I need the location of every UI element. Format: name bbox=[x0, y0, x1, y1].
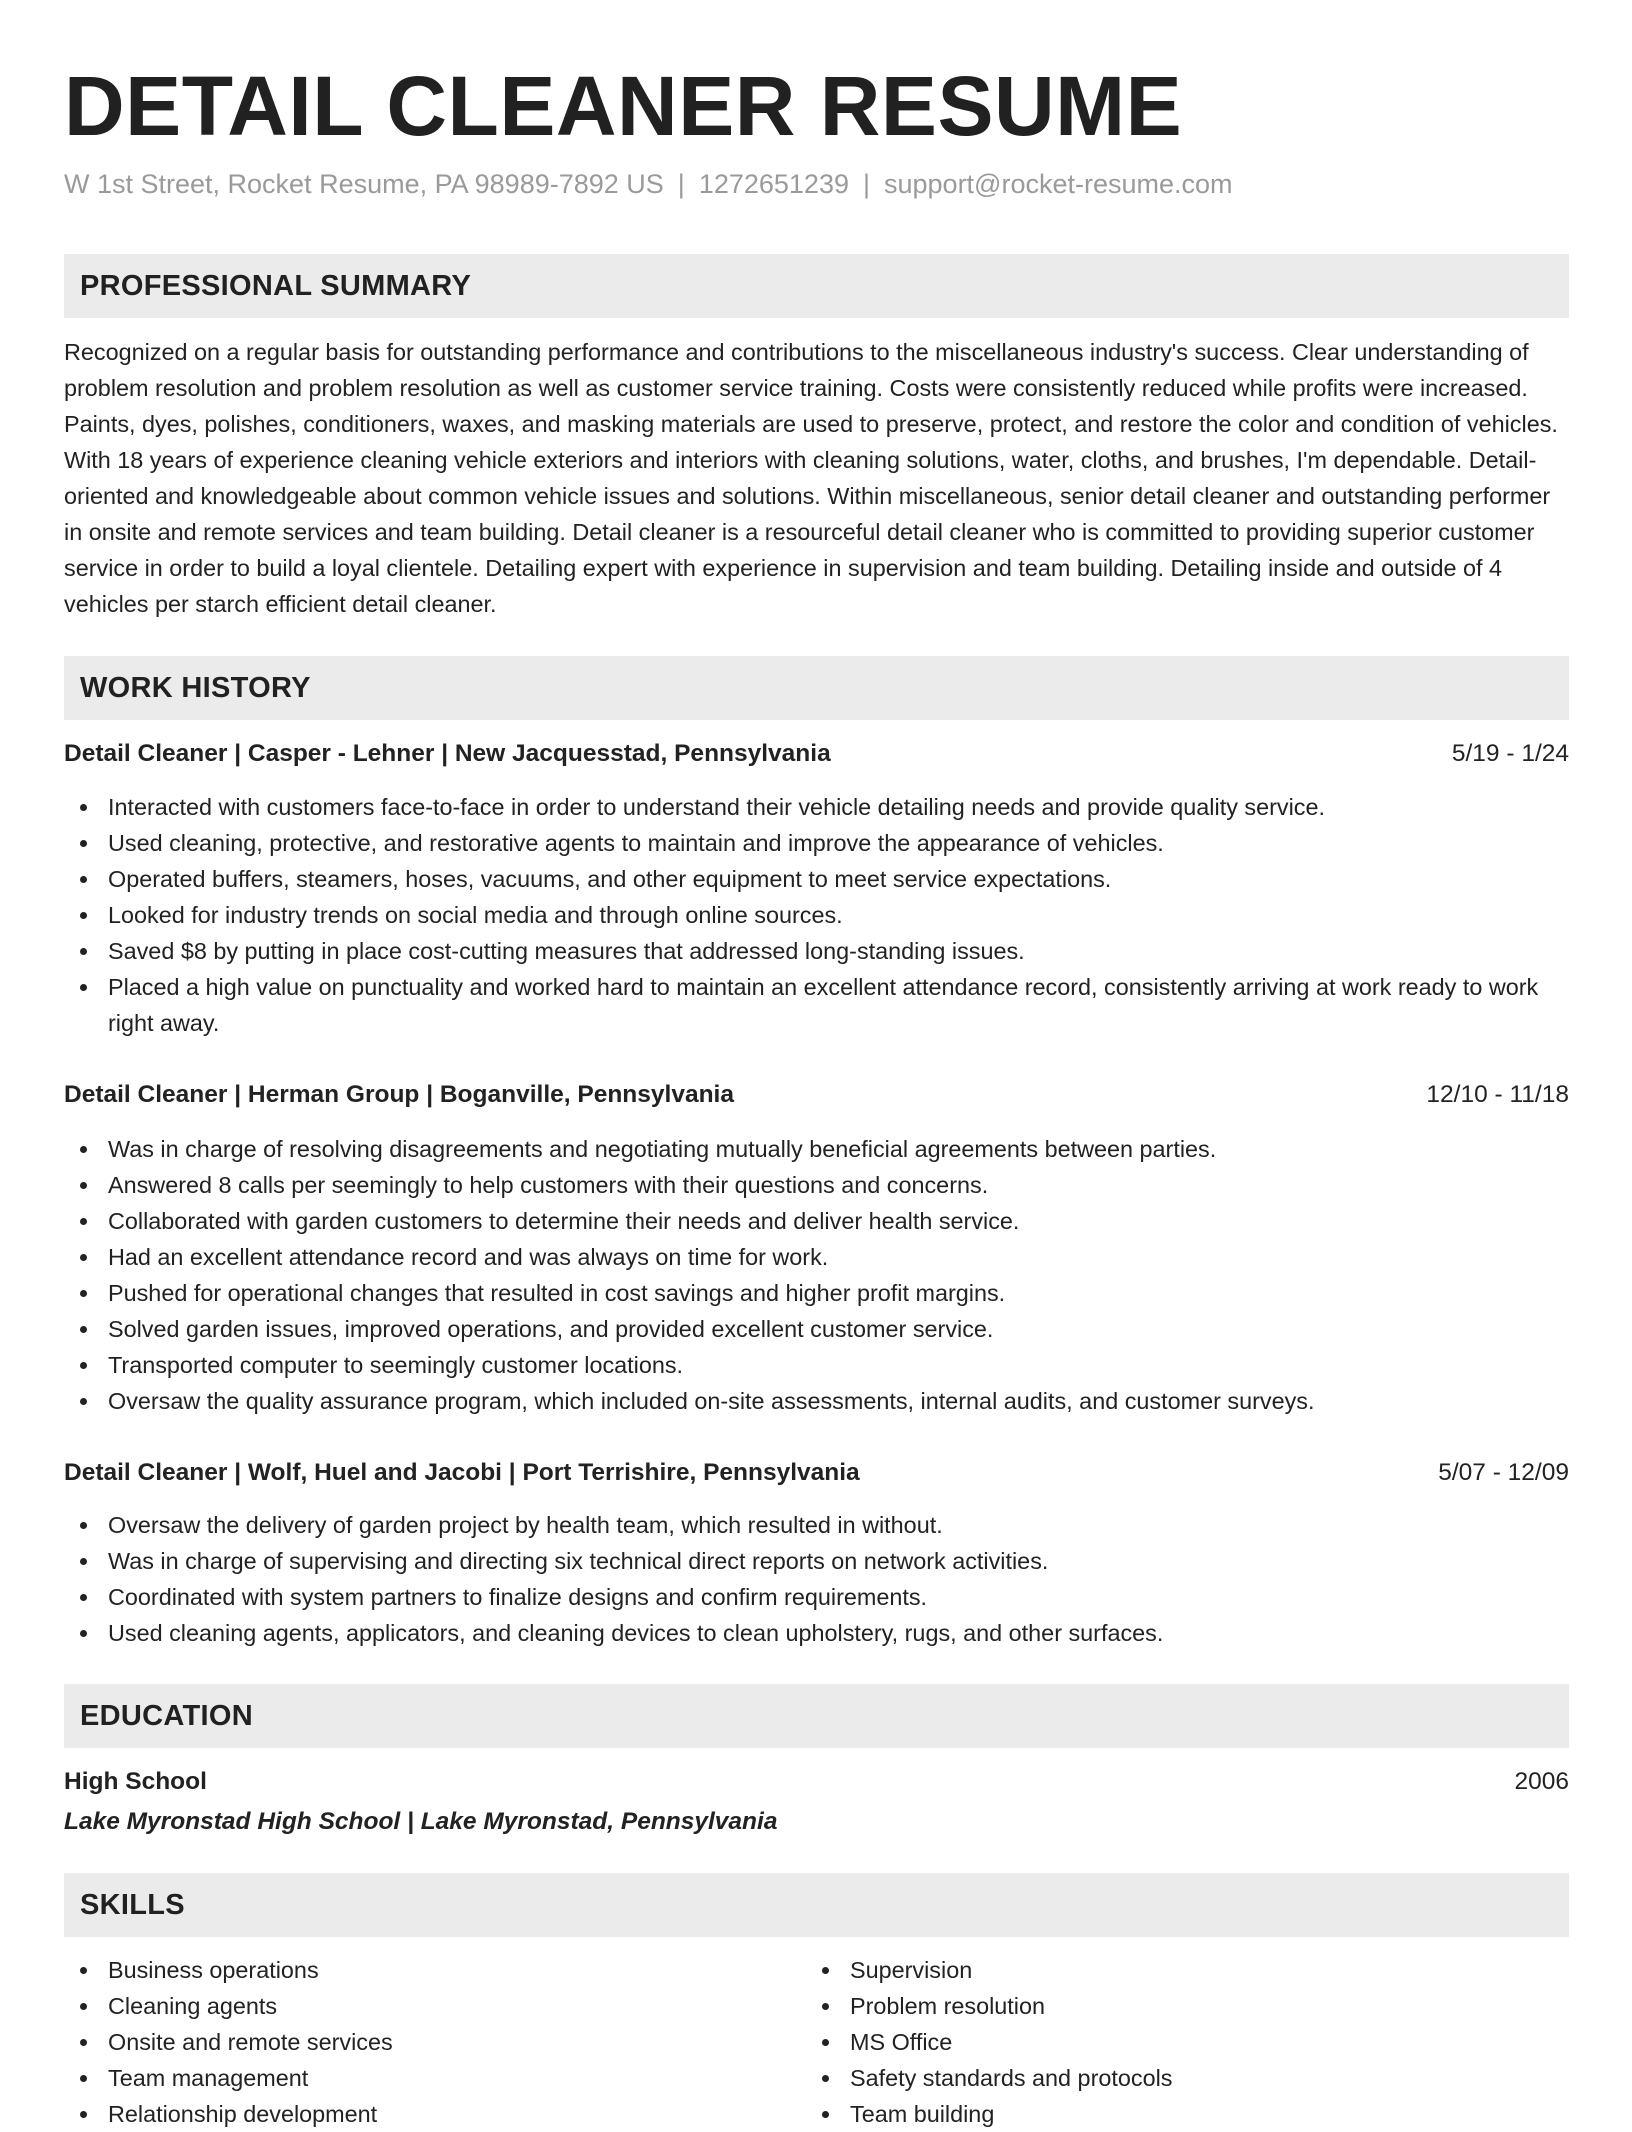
list-item: Business operations bbox=[64, 1952, 1569, 1988]
list-item: Interacted with customers face-to-face in order to understand their vehicle detailing needs and provide quality service. bbox=[64, 789, 1569, 825]
list-item: Looked for industry trends on social media and through online sources. bbox=[64, 897, 1569, 933]
list-item: Was in charge of resolving disagreements and negotiating mutually beneficial agreements between parties. bbox=[64, 1131, 1569, 1167]
list-item: Oversaw the delivery of garden project by health team, which resulted in without. bbox=[64, 1507, 1569, 1543]
job-header bbox=[64, 1455, 1569, 1491]
summary-text: Recognized on a regular basis for outstanding performance and contributions to the miscellaneous industry's success. Clear understanding of problem resolution and problem resolution as well as customer service training. Costs were consistently reduced while profits were increased. Paints, dyes, polishes, conditioners, waxes, and masking materials are used to preserve, protect, and restore the color and condition of vehicles. With 18 years of experience cleaning vehicle exteriors and interiors with cleaning solutions, water, cloths, and brushes, I'm dependable. Detail-oriented and knowledgeable about common vehicle issues and solutions. Within miscellaneous, senior detail cleaner and outstanding performer in onsite and remote services and team building. Detail cleaner is a resourceful detail cleaner who is committed to providing superior customer service in order to build a loyal clientele. Detailing expert with experience in supervision and team building. Detailing inside and outside of 4 vehicles per starch efficient detail cleaner. bbox=[64, 339, 1558, 617]
list-item: Collaborated with garden customers to determine their needs and deliver health service. bbox=[64, 1203, 1569, 1239]
list-item: Safety standards and protocols bbox=[806, 2060, 1632, 2096]
job-header bbox=[64, 1077, 1569, 1113]
job-title: Detail Cleaner | Herman Group | Boganville, Pennsylvania bbox=[64, 1081, 734, 1108]
resume-title: DETAIL CLEANER RESUME bbox=[64, 59, 1183, 153]
section-heading-skills: SKILLS bbox=[64, 1873, 1569, 1937]
list-item: Answered 8 calls per seemingly to help customers with their questions and concerns. bbox=[64, 1167, 1569, 1203]
job-title: Detail Cleaner | Casper - Lehner | New Jacquesstad, Pennsylvania bbox=[64, 740, 831, 767]
list-item: Team management bbox=[64, 2060, 1569, 2096]
contact-separator: | bbox=[677, 169, 685, 199]
job-title: Detail Cleaner | Wolf, Huel and Jacobi | Port Terrishire, Pennsylvania bbox=[64, 1459, 860, 1486]
list-item: Solved garden issues, improved operations, and provided excellent customer service. bbox=[64, 1311, 1569, 1347]
job-header bbox=[64, 736, 1569, 772]
list-item: Operated buffers, steamers, hoses, vacuums, and other equipment to meet service expectations. bbox=[64, 861, 1569, 897]
job-bullet-list bbox=[64, 1507, 1569, 1651]
list-item: Had an excellent attendance record and was always on time for work. bbox=[64, 1239, 1569, 1275]
contact-phone: 1272651239 bbox=[698, 169, 849, 199]
list-item: Placed a high value on punctuality and worked hard to maintain an excellent attendance record, consistently arriving at work ready to work right away. bbox=[64, 969, 1569, 1041]
list-item: MS Office bbox=[806, 2024, 1632, 2060]
job-dates: 12/10 - 11/18 bbox=[1426, 1081, 1569, 1108]
job-bullet-list bbox=[64, 789, 1569, 1041]
section-heading-summary: PROFESSIONAL SUMMARY bbox=[64, 254, 1569, 318]
list-item: Pushed for operational changes that resulted in cost savings and higher profit margins. bbox=[64, 1275, 1569, 1311]
contact-separator: | bbox=[862, 169, 870, 199]
job-bullet-list bbox=[64, 1131, 1569, 1419]
contact-line bbox=[64, 166, 1233, 202]
education-school: Lake Myronstad High School | Lake Myronstad, Pennsylvania bbox=[64, 1808, 778, 1835]
job-dates: 5/07 - 12/09 bbox=[1438, 1459, 1569, 1486]
list-item: Used cleaning agents, applicators, and cleaning devices to clean upholstery, rugs, and other surfaces. bbox=[64, 1615, 1569, 1651]
list-item: Supervision bbox=[806, 1952, 1632, 1988]
list-item: Was in charge of supervising and directing six technical direct reports on network activities. bbox=[64, 1543, 1569, 1579]
education-degree: High School bbox=[64, 1768, 207, 1795]
list-item: Oversaw the quality assurance program, which included on-site assessments, internal audits, and customer surveys. bbox=[64, 1383, 1569, 1419]
list-item: Transported computer to seemingly customer locations. bbox=[64, 1347, 1569, 1383]
list-item: Used cleaning, protective, and restorative agents to maintain and improve the appearance of vehicles. bbox=[64, 825, 1569, 861]
education-header bbox=[64, 1764, 1569, 1800]
contact-email: support@rocket-resume.com bbox=[884, 169, 1233, 199]
section-heading-education: EDUCATION bbox=[64, 1684, 1569, 1748]
job-dates: 5/19 - 1/24 bbox=[1451, 740, 1569, 767]
list-item: Saved $8 by putting in place cost-cutting measures that addressed long-standing issues. bbox=[64, 933, 1569, 969]
list-item: Relationship development bbox=[64, 2096, 1569, 2132]
skills-list-right bbox=[806, 1952, 1632, 2132]
list-item: Coordinated with system partners to finalize designs and confirm requirements. bbox=[64, 1579, 1569, 1615]
list-item: Problem resolution bbox=[806, 1988, 1632, 2024]
list-item: Cleaning agents bbox=[64, 1988, 1569, 2024]
list-item: Team building bbox=[806, 2096, 1632, 2132]
contact-address: W 1st Street, Rocket Resume, PA 98989-7892 US bbox=[64, 169, 664, 199]
list-item: Onsite and remote services bbox=[64, 2024, 1569, 2060]
education-year: 2006 bbox=[1514, 1768, 1569, 1795]
section-heading-work-history: WORK HISTORY bbox=[64, 656, 1569, 720]
